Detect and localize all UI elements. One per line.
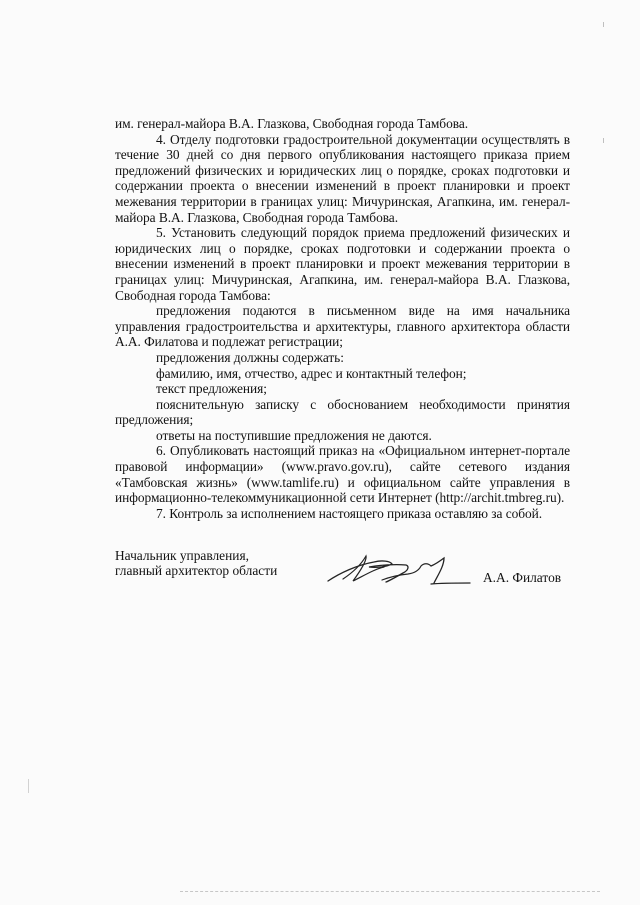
paragraph-7: 7. Контроль за исполнением настоящего приказа оставляю за собой. — [156, 505, 543, 521]
paragraph-5-item-contacts: фамилию, имя, отчество, адрес и контактный телефон; — [156, 365, 467, 381]
page-bottom-scan-line — [180, 891, 600, 893]
scan-artifact — [603, 138, 604, 143]
signer-position — [115, 548, 315, 579]
signer-name: А.А. Филатов — [483, 570, 562, 585]
paragraph-5-item-submission: предложения подаются в письменном виде на имя начальника управления градостроительства и архитектуры, главного архитектора области А.А. Филатова и подлежат регистрации; — [115, 303, 570, 350]
signature-block — [115, 548, 575, 598]
handwritten-signature — [320, 550, 485, 592]
paragraph-4: 4. Отделу подготовки градостроительной документации осуществлять в течение 30 дней со дня первого опубликования настоящего приказа прием предложений физических и юридических лиц о порядке, сроках подготовки и содержании проекта о внесении изменений в проект планировки и проект межевания территории в границах улиц: Мичуринская, Агапкина, им. генерал-майора В.А. Глазкова, Свободная города Тамбова. — [115, 131, 570, 225]
signer-position-line-1: Начальник управления, — [115, 548, 249, 563]
paragraph-continuation: им. генерал-майора В.А. Глазкова, Свободная города Тамбова. — [115, 116, 469, 131]
paragraph-6: 6. Опубликовать настоящий приказ на «Официальном интернет-портале правовой информации» (www.pravo.gov.ru), сайте сетевого издания «Тамбовская жизнь» (www.tamlife.ru) и официальном сайте управления в информационно-телекоммуникационной сети Интернет (http://archit.tmbreg.ru). — [115, 443, 570, 506]
paragraph-5-item-note: пояснительную записку с обоснованием необходимости принятия предложения; — [115, 396, 570, 428]
paragraph-5-item-answers: ответы на поступившие предложения не даются. — [156, 427, 432, 443]
scan-artifact — [603, 22, 604, 27]
paragraph-5-item-content: предложения должны содержать: — [156, 349, 344, 365]
scan-artifact — [28, 779, 29, 793]
paragraph-5: 5. Установить следующий порядок приема предложений физических и юридических лиц о порядке, сроках подготовки и содержании проекта о внесении изменений в проект планировки и проект межевания территории в границах улиц: Мичуринская, Агапкина, им. генерал-майора В.А. Глазкова, Свободная города Тамбова: — [115, 225, 570, 303]
document-body — [115, 116, 570, 521]
signer-position-line-2: главный архитектор области — [115, 563, 278, 579]
paragraph-5-item-text: текст предложения; — [156, 381, 267, 397]
